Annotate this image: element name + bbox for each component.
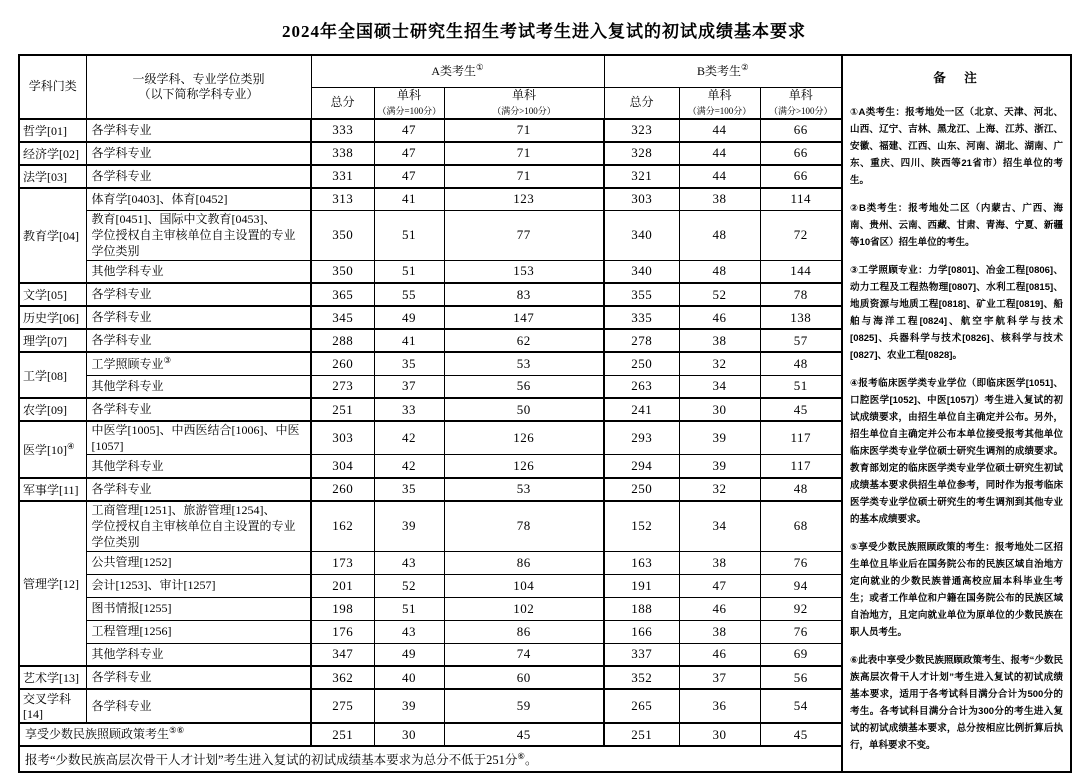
- score-cell: 35: [374, 478, 444, 501]
- score-cell: 71: [444, 142, 604, 165]
- score-cell: 333: [311, 119, 374, 142]
- score-cell: 288: [311, 329, 374, 352]
- specialty-cell: 各学科专业: [86, 398, 311, 421]
- score-cell: 323: [604, 119, 679, 142]
- score-cell: 340: [604, 260, 679, 283]
- score-cell: 49: [374, 306, 444, 329]
- remarks-list: [850, 104, 1063, 754]
- score-cell: 71: [444, 119, 604, 142]
- single-eq-label: （满分=100分）: [377, 105, 442, 116]
- score-cell: 47: [679, 574, 760, 597]
- score-cell: 36: [679, 689, 760, 723]
- footnote-marker: ⑥: [517, 750, 525, 761]
- specialty-cell: 公共管理[1252]: [86, 551, 311, 574]
- score-cell: 147: [444, 306, 604, 329]
- single-gt-label: （满分>100分）: [492, 105, 556, 116]
- score-cell: 60: [444, 666, 604, 689]
- score-cell: 68: [760, 501, 842, 551]
- category-cell: 理学[07]: [19, 329, 86, 352]
- category-cell: 艺术学[13]: [19, 666, 86, 689]
- score-cell: 38: [679, 620, 760, 643]
- score-cell: 191: [604, 574, 679, 597]
- score-cell: 45: [760, 723, 842, 746]
- score-cell: 265: [604, 689, 679, 723]
- score-cell: 59: [444, 689, 604, 723]
- specialty-cell: 工商管理[1251]、旅游管理[1254]、 学位授权自主审核单位自主设置的专业学位类别: [86, 501, 311, 551]
- col-header-single100-a: [374, 87, 444, 119]
- score-cell: 201: [311, 574, 374, 597]
- category-cell: 历史学[06]: [19, 306, 86, 329]
- score-cell: 53: [444, 478, 604, 501]
- score-cell: 250: [604, 478, 679, 501]
- specialty-cell: 各学科专业: [86, 283, 311, 306]
- score-cell: 56: [760, 666, 842, 689]
- score-cell: 54: [760, 689, 842, 723]
- col-header-group-a: [311, 55, 604, 87]
- score-cell: 275: [311, 689, 374, 723]
- score-cell: 30: [679, 398, 760, 421]
- header-row-1: [19, 55, 1071, 87]
- score-cell: 42: [374, 455, 444, 478]
- score-cell: 52: [374, 574, 444, 597]
- col-header-total-b: 总分: [604, 87, 679, 119]
- col-header-subject-category: 学科门类: [19, 55, 86, 119]
- score-cell: 66: [760, 142, 842, 165]
- score-cell: 313: [311, 188, 374, 211]
- score-cell: 45: [444, 723, 604, 746]
- score-cell: 43: [374, 620, 444, 643]
- score-cell: 66: [760, 119, 842, 142]
- remark-paragraph: ③工学照顾专业：力学[0801]、冶金工程[0806]、动力工程及工程热物理[0807]、水利工程[0815]、地质资源与地质工程[0818]、矿业工程[0819]、船舶与海洋工程[0824]、航空宇航科学与技术[0825]、兵器科学与技术[0826]、核科学与技术[0827]、农业工程[0828]。: [850, 264, 1064, 361]
- score-cell: 42: [374, 421, 444, 455]
- score-cell: 260: [311, 352, 374, 375]
- specialty-cell: 会计[1253]、审计[1257]: [86, 574, 311, 597]
- specialty-cell: 其他学科专业: [86, 643, 311, 666]
- footnote-marker: ④: [67, 441, 75, 451]
- remarks-header: 备 注: [933, 71, 980, 85]
- remark-paragraph: ①A类考生：报考地处一区（北京、天津、河北、山西、辽宁、吉林、黑龙江、上海、江苏、浙江、安徽、福建、江西、山东、河南、湖北、湖南、广东、重庆、四川、陕西等21省市）招生单位的考生。: [850, 106, 1064, 186]
- score-cell: 38: [679, 188, 760, 211]
- col-header-discipline: [86, 55, 311, 119]
- score-cell: 48: [760, 352, 842, 375]
- score-cell: 37: [679, 666, 760, 689]
- score-table-body: [19, 55, 1071, 772]
- score-cell: 39: [374, 501, 444, 551]
- score-cell: 362: [311, 666, 374, 689]
- group-b-label: B类考生: [696, 63, 741, 78]
- score-cell: 251: [604, 723, 679, 746]
- score-cell: 34: [679, 501, 760, 551]
- score-cell: 328: [604, 142, 679, 165]
- remarks-column: [842, 55, 1071, 772]
- discipline-header-line1: 一级学科、专业学位类别: [132, 71, 265, 86]
- score-cell: 123: [444, 188, 604, 211]
- specialty-cell: 其他学科专业: [86, 455, 311, 478]
- score-cell: 350: [311, 260, 374, 283]
- score-cell: 352: [604, 666, 679, 689]
- category-cell: 管理学[12]: [19, 501, 86, 666]
- score-cell: 102: [444, 597, 604, 620]
- single-label: 单科: [707, 87, 732, 102]
- single-label: 单科: [788, 87, 813, 102]
- score-cell: 104: [444, 574, 604, 597]
- page-title: 2024年全国硕士研究生招生考试考生进入复试的初试成绩基本要求: [282, 22, 806, 41]
- score-cell: 37: [374, 375, 444, 398]
- col-header-single-gt100-a: [444, 87, 604, 119]
- score-cell: 44: [679, 142, 760, 165]
- score-cell: 51: [374, 211, 444, 261]
- score-cell: 38: [679, 551, 760, 574]
- score-cell: 38: [679, 329, 760, 352]
- score-cell: 350: [311, 211, 374, 261]
- score-cell: 76: [760, 551, 842, 574]
- score-cell: 41: [374, 188, 444, 211]
- score-cell: 340: [604, 211, 679, 261]
- category-cell: 教育学[04]: [19, 188, 86, 284]
- score-cell: 241: [604, 398, 679, 421]
- specialty-cell: 各学科专业: [86, 142, 311, 165]
- specialty-cell: 各学科专业: [86, 306, 311, 329]
- remark-paragraph: ⑥此表中享受少数民族照顾政策考生、报考“少数民族高层次骨干人才计划”考生进入复试的初试成绩基本要求，适用于各考试科目满分合计为500分的考生。各考试科目满分合计为300分的考生进入复试的初试成绩基本要求，总分按相应比例折算后执行，单科要求不变。: [850, 654, 1064, 751]
- score-cell: 39: [374, 689, 444, 723]
- score-cell: 166: [604, 620, 679, 643]
- score-cell: 263: [604, 375, 679, 398]
- score-cell: 304: [311, 455, 374, 478]
- merged-category-cell: 享受少数民族照顾政策考生⑤⑥: [19, 723, 311, 746]
- category-cell: 文学[05]: [19, 283, 86, 306]
- group-a-label: A类考生: [431, 63, 477, 78]
- score-cell: 293: [604, 421, 679, 455]
- score-cell: 278: [604, 329, 679, 352]
- score-cell: 337: [604, 643, 679, 666]
- category-cell: 工学[08]: [19, 352, 86, 398]
- score-cell: 198: [311, 597, 374, 620]
- score-cell: 126: [444, 421, 604, 455]
- category-cell: 医学[10]④: [19, 421, 86, 478]
- score-cell: 78: [444, 501, 604, 551]
- specialty-cell: 中医学[1005]、中西医结合[1006]、中医[1057]: [86, 421, 311, 455]
- remark-paragraph: ②B类考生：报考地处二区（内蒙古、广西、海南、贵州、云南、西藏、甘肃、青海、宁夏、新疆等10省区）招生单位的考生。: [850, 202, 1064, 248]
- score-cell: 335: [604, 306, 679, 329]
- score-cell: 47: [374, 142, 444, 165]
- col-header-single100-b: [679, 87, 760, 119]
- score-cell: 250: [604, 352, 679, 375]
- score-cell: 74: [444, 643, 604, 666]
- score-cell: 345: [311, 306, 374, 329]
- score-cell: 251: [311, 398, 374, 421]
- score-cell: 66: [760, 165, 842, 188]
- col-header-total-a: 总分: [311, 87, 374, 119]
- specialty-cell: 教育[0451]、国际中文教育[0453]、 学位授权自主审核单位自主设置的专业学位类别: [86, 211, 311, 261]
- category-cell: 经济学[02]: [19, 142, 86, 165]
- score-cell: 338: [311, 142, 374, 165]
- score-cell: 152: [604, 501, 679, 551]
- score-cell: 138: [760, 306, 842, 329]
- score-cell: 260: [311, 478, 374, 501]
- score-cell: 56: [444, 375, 604, 398]
- score-cell: 162: [311, 501, 374, 551]
- remark-paragraph: ⑤享受少数民族照顾政策的考生：报考地处二区招生单位且毕业后在国务院公布的民族区域自治地方定向就业的少数民族普通高校应届本科毕业生考生；或者工作单位和户籍在国务院公布的民族区域自治地方，且定向就业单位为原单位的少数民族在职人员考生。: [850, 541, 1064, 638]
- specialty-cell: 各学科专业: [86, 478, 311, 501]
- score-cell: 46: [679, 306, 760, 329]
- score-cell: 76: [760, 620, 842, 643]
- score-cell: 53: [444, 352, 604, 375]
- footnote-marker: ⑤⑥: [169, 725, 185, 736]
- score-cell: 83: [444, 283, 604, 306]
- score-cell: 163: [604, 551, 679, 574]
- score-cell: 355: [604, 283, 679, 306]
- score-cell: 173: [311, 551, 374, 574]
- specialty-cell: 各学科专业: [86, 329, 311, 352]
- score-cell: 44: [679, 119, 760, 142]
- score-cell: 51: [374, 597, 444, 620]
- specialty-cell: 其他学科专业: [86, 260, 311, 283]
- score-cell: 30: [679, 723, 760, 746]
- score-cell: 47: [374, 165, 444, 188]
- single-label: 单科: [511, 87, 536, 102]
- score-cell: 51: [760, 375, 842, 398]
- score-cell: 71: [444, 165, 604, 188]
- single-gt-label: （满分>100分）: [768, 105, 833, 116]
- score-cell: 51: [374, 260, 444, 283]
- score-cell: 48: [760, 478, 842, 501]
- score-cell: 69: [760, 643, 842, 666]
- score-cell: 303: [604, 188, 679, 211]
- col-header-group-b: [604, 55, 842, 87]
- score-cell: 188: [604, 597, 679, 620]
- category-cell: 法学[03]: [19, 165, 86, 188]
- score-cell: 294: [604, 455, 679, 478]
- score-cell: 35: [374, 352, 444, 375]
- score-cell: 347: [311, 643, 374, 666]
- score-cell: 50: [444, 398, 604, 421]
- score-cell: 32: [679, 478, 760, 501]
- specialty-cell: 各学科专业: [86, 119, 311, 142]
- score-cell: 46: [679, 597, 760, 620]
- score-cell: 57: [760, 329, 842, 352]
- score-cell: 72: [760, 211, 842, 261]
- score-cell: 94: [760, 574, 842, 597]
- specialty-cell: 工学照顾专业③: [86, 352, 311, 375]
- score-cell: 39: [679, 421, 760, 455]
- score-cell: 117: [760, 421, 842, 455]
- score-cell: 144: [760, 260, 842, 283]
- col-header-single-gt100-b: [760, 87, 842, 119]
- score-table: [18, 54, 1072, 773]
- score-cell: 117: [760, 455, 842, 478]
- score-cell: 34: [679, 375, 760, 398]
- footnote-marker: ②: [740, 61, 749, 72]
- score-cell: 153: [444, 260, 604, 283]
- score-cell: 365: [311, 283, 374, 306]
- category-cell: 交叉学科[14]: [19, 689, 86, 723]
- single-eq-label: （满分=100分）: [687, 105, 752, 116]
- score-cell: 126: [444, 455, 604, 478]
- score-cell: 46: [679, 643, 760, 666]
- score-cell: 43: [374, 551, 444, 574]
- score-cell: 176: [311, 620, 374, 643]
- score-cell: 62: [444, 329, 604, 352]
- category-cell: 哲学[01]: [19, 119, 86, 142]
- table-footnote: 报考“少数民族高层次骨干人才计划”考生进入复试的初试成绩基本要求为总分不低于251分⑥。: [19, 746, 842, 772]
- score-cell: 47: [374, 119, 444, 142]
- category-cell: 农学[09]: [19, 398, 86, 421]
- score-cell: 39: [679, 455, 760, 478]
- score-cell: 32: [679, 352, 760, 375]
- score-cell: 78: [760, 283, 842, 306]
- specialty-cell: 工程管理[1256]: [86, 620, 311, 643]
- score-cell: 77: [444, 211, 604, 261]
- score-cell: 86: [444, 551, 604, 574]
- score-cell: 331: [311, 165, 374, 188]
- footnote-marker: ③: [163, 354, 172, 365]
- score-cell: 30: [374, 723, 444, 746]
- remark-paragraph: ④报考临床医学类专业学位（即临床医学[1051]、口腔医学[1052]、中医[1057]）考生进入复试的初试成绩要求，由招生单位自主确定并公布。另外，招生单位自主确定并公布本单位接受报考其他单位临床医学类专业学位硕士研究生调剂的成绩要求。教育部划定的临床医学类专业学位硕士研究生初试成绩基本要求供招生单位参考，同时作为报考临床医学类专业学位硕士研究生的考生调剂到其他专业的基本成绩要求。: [850, 377, 1064, 525]
- score-cell: 33: [374, 398, 444, 421]
- score-cell: 114: [760, 188, 842, 211]
- discipline-header-line2: （以下简称学科专业）: [138, 86, 259, 101]
- specialty-cell: 体育学[0403]、体育[0452]: [86, 188, 311, 211]
- specialty-cell: 其他学科专业: [86, 375, 311, 398]
- score-cell: 55: [374, 283, 444, 306]
- footnote-marker: ①: [476, 61, 484, 72]
- score-cell: 45: [760, 398, 842, 421]
- score-cell: 48: [679, 211, 760, 261]
- score-cell: 40: [374, 666, 444, 689]
- specialty-cell: 图书情报[1255]: [86, 597, 311, 620]
- score-cell: 44: [679, 165, 760, 188]
- score-cell: 251: [311, 723, 374, 746]
- score-cell: 49: [374, 643, 444, 666]
- specialty-cell: 各学科专业: [86, 689, 311, 723]
- score-cell: 48: [679, 260, 760, 283]
- score-cell: 303: [311, 421, 374, 455]
- score-cell: 92: [760, 597, 842, 620]
- specialty-cell: 各学科专业: [86, 666, 311, 689]
- score-cell: 86: [444, 620, 604, 643]
- single-label: 单科: [396, 87, 421, 102]
- category-cell: 军事学[11]: [19, 478, 86, 501]
- score-cell: 52: [679, 283, 760, 306]
- score-cell: 41: [374, 329, 444, 352]
- score-cell: 273: [311, 375, 374, 398]
- specialty-cell: 各学科专业: [86, 165, 311, 188]
- score-cell: 321: [604, 165, 679, 188]
